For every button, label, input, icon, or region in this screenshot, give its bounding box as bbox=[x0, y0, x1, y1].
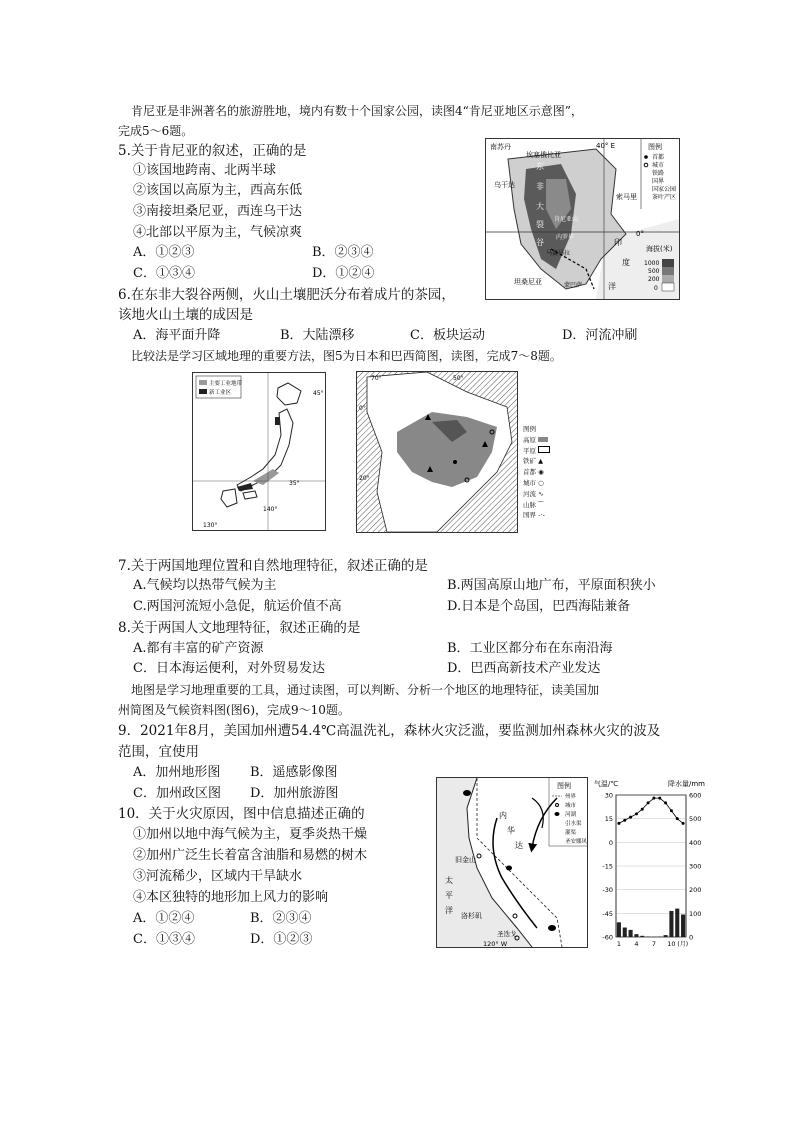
q8-option-d[interactable]: D．巴西高新技术产业发达 bbox=[447, 661, 601, 676]
q5-item-1: ①该国地跨南、北两半球 bbox=[133, 163, 277, 178]
ca-label-ne-3: 达 bbox=[515, 841, 523, 850]
kenya-label-rift-2: 非 bbox=[536, 182, 544, 191]
kenya-alt-0: 0 bbox=[654, 285, 658, 292]
q9-option-d[interactable]: D．加州旅游图 bbox=[250, 786, 339, 801]
kenya-legend-railway: 铁路 bbox=[652, 170, 665, 177]
chart-temp-point bbox=[676, 817, 679, 820]
chart-precip-bar bbox=[640, 936, 644, 937]
q8-stem: 8.关于两国人文地理特征，叙述正确的是 bbox=[118, 620, 361, 636]
california-map bbox=[436, 777, 588, 948]
kenya-label-indian-2: 度 bbox=[622, 258, 630, 267]
kenya-label-mombasa: 蒙巴萨 bbox=[564, 282, 583, 289]
q5-item-3: ③南接坦桑尼亚，西连乌干达 bbox=[133, 204, 303, 219]
brazil-legend bbox=[523, 424, 563, 529]
ca-label-ne-2: 华 bbox=[507, 826, 515, 835]
chart-right-tick: 100 bbox=[689, 909, 702, 918]
ca-legend-state: 州界 bbox=[565, 794, 577, 800]
chart-left-tick: 15 bbox=[604, 815, 613, 824]
kenya-legend-border: 国界 bbox=[652, 178, 665, 185]
chart-temp-point bbox=[647, 801, 650, 804]
kenya-label-rift-1: 东 bbox=[536, 162, 544, 171]
brazil-lat-20: 20° bbox=[359, 475, 370, 482]
brazil-legend-city: 城市 ○ bbox=[523, 478, 544, 487]
chart-left-tick: -60 bbox=[602, 933, 613, 942]
kenya-alt-200: 200 bbox=[648, 276, 660, 283]
chart-precip-bar bbox=[634, 934, 638, 937]
q10-option-c[interactable]: C．①③④ bbox=[133, 932, 195, 947]
kenya-map bbox=[485, 138, 680, 300]
kenya-label-indian-3: 洋 bbox=[608, 282, 616, 291]
ca-legend-lake: 河湖 bbox=[565, 812, 577, 818]
chart-temp-point bbox=[629, 816, 632, 819]
q10-stem: 10．关于火灾原因，图中信息描述正确的 bbox=[118, 806, 365, 822]
kenya-equator-label: 0° bbox=[636, 230, 644, 238]
kenya-altitude-title: 海拔(米) bbox=[646, 245, 673, 253]
kenya-legend-capital: 首都 bbox=[652, 154, 665, 161]
kenya-label-ethiopia: 埃塞俄比亚 bbox=[526, 151, 561, 159]
chart-temp-point bbox=[641, 808, 644, 811]
kenya-label-rift-3: 大 bbox=[536, 202, 544, 211]
q10-item-1: ①加州以地中海气候为主，夏季炎热干燥 bbox=[133, 827, 368, 842]
chart-x-suffix: (月) bbox=[677, 941, 689, 948]
kenya-meridian-label: 40° E bbox=[596, 142, 616, 150]
ca-label-lon: 120° W bbox=[483, 940, 508, 947]
japan-lon-130: 130° bbox=[203, 522, 218, 529]
kenya-label-nairobi: 内罗毕 bbox=[556, 234, 575, 241]
chart-left-tick: 30 bbox=[604, 791, 613, 800]
chart-left-tick: 0 bbox=[608, 838, 613, 847]
q10-item-3: ③河流稀少，区域内干旱缺水 bbox=[133, 869, 303, 884]
ca-label-pac-2: 平 bbox=[445, 891, 453, 900]
q8-option-a[interactable]: A.都有丰富的矿产资源 bbox=[133, 641, 264, 656]
q6-option-d[interactable]: D．河流冲刷 bbox=[562, 328, 638, 343]
brazil-legend-title: 图例 bbox=[523, 425, 536, 433]
brazil-legend-iron: 铁矿 ▲ bbox=[523, 457, 544, 466]
kenya-legend-city: 城市 bbox=[652, 162, 665, 169]
q9-option-b[interactable]: B．遥感影像图 bbox=[250, 765, 338, 780]
chart-precip-bar bbox=[623, 928, 627, 937]
ca-label-sf: 旧金山 bbox=[455, 856, 476, 864]
ca-label-sd: 圣迭戈 bbox=[497, 930, 517, 938]
q9-stem-1: 9．2021年8月，美国加州遭54.4℃高温洗礼，森林火灾泛滥，要监测加州森林火灾的波及 bbox=[118, 723, 661, 739]
kenya-label-rift-4: 裂 bbox=[536, 220, 544, 229]
chart-precip-bar bbox=[669, 911, 673, 937]
chart-x-tick: 4 bbox=[634, 940, 639, 948]
climate-chart bbox=[590, 777, 714, 949]
japan-map bbox=[192, 372, 326, 531]
chart-left-tick: -30 bbox=[602, 886, 613, 895]
ca-legend-title: 图例 bbox=[557, 782, 571, 790]
brazil-lat-0: 0° bbox=[359, 405, 366, 412]
chart-left-axis-label: 气温/℃ bbox=[594, 780, 619, 788]
kenya-label-mt-kenya: 肯尼亚山 bbox=[554, 216, 579, 223]
chart-precip-bar bbox=[681, 915, 685, 937]
brazil-legend-capital: 首都 ◉ bbox=[523, 468, 544, 477]
ca-legend-city: 城市 bbox=[565, 803, 577, 809]
q5-item-4: ④北部以平原为主，气候凉爽 bbox=[133, 225, 303, 240]
chart-precip-bar bbox=[617, 922, 621, 937]
intro-map-line-2: 州简图及气候资料图(图6)，完成9～10题。 bbox=[118, 703, 350, 717]
q9-option-c[interactable]: C．加州政区图 bbox=[133, 786, 221, 801]
kenya-label-rift-5: 谷 bbox=[536, 238, 544, 247]
chart-precip-bar bbox=[675, 909, 679, 937]
q10-item-4: ④本区独特的地形加上风力的影响 bbox=[133, 890, 329, 905]
brazil-lon-70: 70° bbox=[371, 375, 382, 382]
kenya-label-indian-1: 印 bbox=[614, 238, 622, 247]
q6-option-b[interactable]: B．大陆漂移 bbox=[280, 328, 355, 343]
q6-stem-2: 该地火山土壤的成因是 bbox=[118, 307, 253, 323]
chart-temp-point bbox=[670, 809, 673, 812]
q7-option-b[interactable]: B.两国高原山地广布，平原面积狭小 bbox=[447, 578, 656, 593]
chart-right-tick: 200 bbox=[689, 886, 702, 895]
kenya-label-uganda: 乌干达 bbox=[494, 181, 515, 189]
brazil-map bbox=[356, 371, 518, 533]
q5-item-2: ②该国以高原为主，西高东低 bbox=[133, 183, 303, 198]
japan-lat-35: 35° bbox=[289, 480, 300, 487]
chart-temp-point bbox=[658, 797, 661, 800]
kenya-legend-tea: 茶叶产区 bbox=[652, 194, 677, 201]
chart-left-tick: -45 bbox=[602, 909, 613, 918]
kenya-alt-1000: 1000 bbox=[644, 260, 660, 267]
q6-option-c[interactable]: C．板块运动 bbox=[410, 328, 485, 343]
japan-lat-45: 45° bbox=[313, 390, 324, 397]
brazil-legend-mountain: 山脉 ⁀ bbox=[523, 500, 544, 509]
chart-temp-point bbox=[664, 801, 667, 804]
chart-right-tick: 400 bbox=[689, 838, 702, 847]
chart-right-tick: 300 bbox=[689, 862, 702, 871]
kenya-alt-500: 500 bbox=[648, 268, 660, 275]
japan-legend-main: 主要工业地带 bbox=[209, 381, 243, 387]
q9-option-a[interactable]: A．加州地形图 bbox=[133, 765, 221, 780]
chart-precip-bar bbox=[664, 935, 668, 937]
kenya-legend-title: 图例 bbox=[648, 143, 662, 151]
q7-option-d[interactable]: D.日本是个岛国，巴西海陆兼备 bbox=[447, 599, 631, 614]
q7-option-a[interactable]: A.气候均以热带气候为主 bbox=[133, 578, 277, 593]
intro-map-line-1: 地图是学习地理重要的工具，通过读图，可以判断、分析一个地区的地理特征，读美国加 bbox=[131, 683, 600, 697]
chart-x-tick: 10 bbox=[667, 940, 676, 948]
chart-temp-point bbox=[652, 797, 655, 800]
ca-legend-wind: 圣安娜风 bbox=[565, 839, 587, 845]
q10-option-b[interactable]: B．②③④ bbox=[250, 911, 312, 926]
brazil-legend-plain: 平原 bbox=[523, 446, 563, 457]
chart-temp-point bbox=[635, 812, 638, 815]
q5-option-b[interactable]: B．②③④ bbox=[312, 245, 374, 260]
q7-stem: 7.关于两国地理位置和自然地理特征，叙述正确的是 bbox=[118, 558, 428, 574]
intro-compare: 比较法是学习区域地理的重要方法，图5为日本和巴西简图，读图，完成7～8题。 bbox=[131, 349, 562, 363]
chart-temp-point bbox=[682, 822, 685, 825]
brazil-legend-river: 河流 ∿ bbox=[523, 489, 544, 498]
ca-label-pac-1: 太 bbox=[445, 876, 453, 885]
brazil-legend-plateau: 高原 bbox=[523, 435, 563, 446]
q10-option-a[interactable]: A．①②④ bbox=[133, 911, 195, 926]
ca-label-ne-1: 内 bbox=[499, 811, 507, 820]
q10-option-d[interactable]: D．①②③ bbox=[250, 932, 313, 947]
chart-temp-point bbox=[623, 819, 626, 822]
chart-right-tick: 600 bbox=[689, 791, 702, 800]
chart-temp-line bbox=[619, 798, 683, 823]
kenya-label-masai-mara: 马赛马拉 bbox=[546, 250, 571, 257]
chart-right-tick: 500 bbox=[689, 815, 702, 824]
ca-label-pac-3: 洋 bbox=[445, 906, 453, 915]
brazil-legend-border: 国界 ‐·‐ bbox=[523, 511, 545, 520]
q8-option-c[interactable]: C．日本海运便利，对外贸易发达 bbox=[133, 661, 325, 676]
q6-option-a[interactable]: A．海平面升降 bbox=[133, 328, 221, 343]
chart-precip-bar bbox=[629, 930, 633, 937]
q5-option-a[interactable]: A．①②③ bbox=[133, 245, 195, 260]
q8-option-b[interactable]: B．工业区都分布在东南沿海 bbox=[447, 641, 613, 656]
ca-label-la: 洛杉矶 bbox=[461, 912, 482, 920]
ca-legend-irrig: 灌渠 bbox=[565, 830, 577, 836]
japan-lon-140: 140° bbox=[263, 506, 278, 513]
kenya-legend-park: 国家公园 bbox=[652, 186, 677, 193]
q6-stem-1: 6.在东非大裂谷两侧，火山土壤肥沃分布着成片的茶园， bbox=[118, 287, 455, 303]
intro-kenya-line-2: 完成5～6题。 bbox=[118, 124, 194, 138]
chart-x-tick: 1 bbox=[616, 940, 621, 948]
q5-option-d[interactable]: D．①②④ bbox=[312, 266, 375, 281]
q5-stem: 5.关于肯尼亚的叙述，正确的是 bbox=[118, 143, 307, 159]
kenya-label-tanzania: 坦桑尼亚 bbox=[514, 278, 542, 286]
kenya-label-somalia: 索马里 bbox=[616, 193, 637, 201]
climate-chart-svg bbox=[590, 777, 714, 949]
japan-legend-new: 新工业区 bbox=[209, 390, 232, 396]
ca-legend-canal: 引水渠 bbox=[565, 821, 582, 827]
chart-right-tick: 0 bbox=[689, 933, 694, 942]
chart-temp-point bbox=[617, 822, 620, 825]
intro-kenya-line-1: 肯尼亚是非洲著名的旅游胜地，境内有数十个国家公园，读图4“肯尼亚地区示意图”， bbox=[131, 104, 583, 118]
kenya-label-south-sudan: 南苏丹 bbox=[490, 143, 511, 151]
q7-option-c[interactable]: C.两国河流短小急促，航运价值不高 bbox=[133, 599, 342, 614]
q9-stem-2: 范围，宜使用 bbox=[118, 744, 199, 760]
chart-left-tick: -15 bbox=[602, 862, 613, 871]
q5-option-c[interactable]: C．①③④ bbox=[133, 266, 195, 281]
chart-x-tick: 7 bbox=[651, 940, 656, 948]
q10-item-2: ②加州广泛生长着富含油脂和易燃的树木 bbox=[133, 848, 368, 863]
chart-right-axis-label: 降水量/mm bbox=[668, 780, 705, 788]
brazil-lon-50: 50° bbox=[453, 375, 464, 382]
